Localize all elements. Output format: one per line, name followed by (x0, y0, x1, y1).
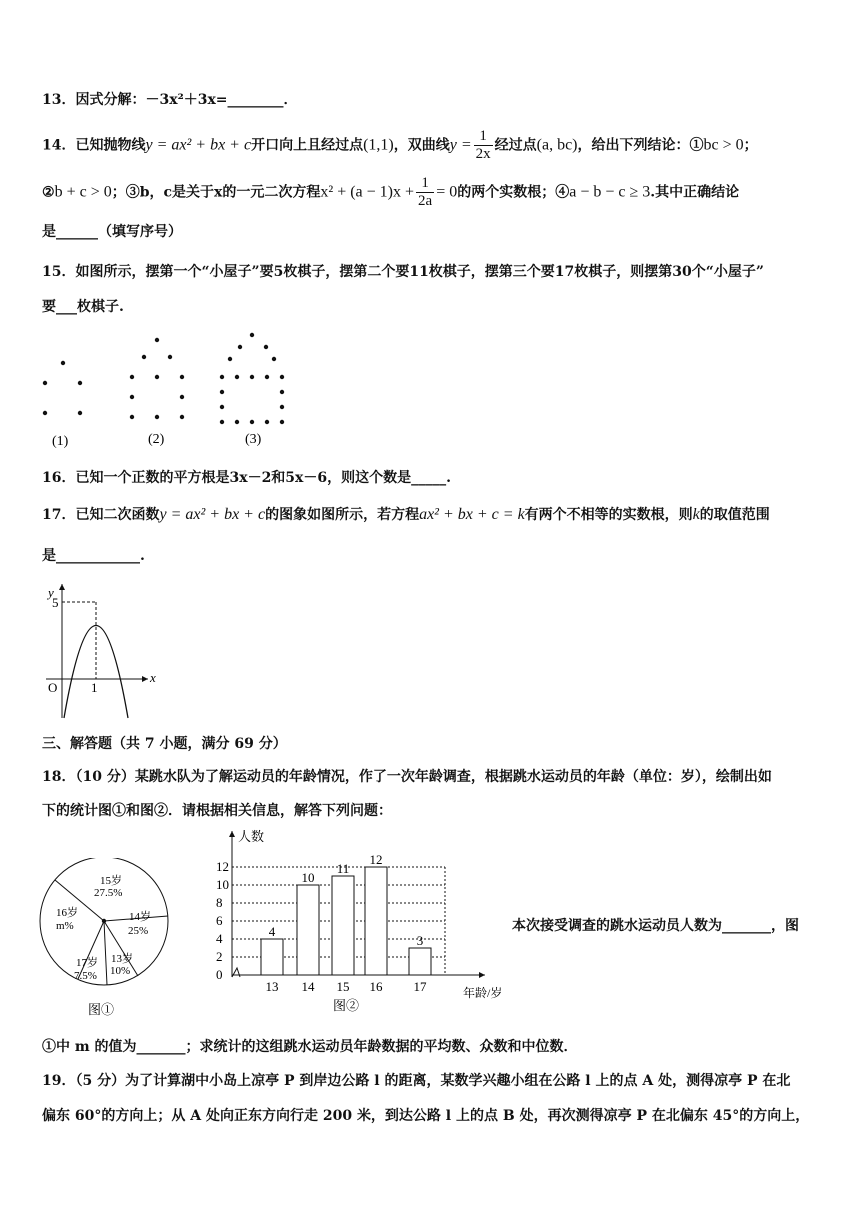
q14-line3: 是______（填写序号） (42, 224, 182, 240)
q17-text: 17．已知二次函数 (42, 507, 160, 523)
pie-slice-label: 17岁 (76, 957, 98, 969)
bar-value-label: 3 (416, 933, 424, 948)
bar-y-tick-label: 0 (216, 967, 223, 982)
section-title: 三、解答题（共 7 小题，满分 69 分） (42, 736, 287, 752)
q17-line2: 是____________. (42, 548, 145, 564)
fraction-numerator: 1 (474, 128, 493, 146)
bar-y-tick-label: 8 (216, 895, 223, 910)
pie-chart (36, 858, 176, 1018)
q14-text: .其中正确结论 (650, 184, 740, 201)
bar-category-label: 13 (265, 979, 279, 994)
y-axis-label: y (48, 585, 54, 600)
q18-line1: 18．（10 分）某跳水队为了解运动员的年龄情况，作了一次年龄调查，根据跳水运动员的年龄（单位：岁），绘制出如 (42, 769, 772, 785)
q18-side-text: 本次接受调查的跳水运动员人数为_______，图 (512, 918, 799, 934)
pie-slice-pct: 25% (128, 925, 149, 937)
q19-line2: 偏东 60°的方向上；从 A 处向正东方向行走 200 米，到达公路 l 上的点 B 处，再次测得凉亭 P 在北偏东 45°的方向上， (42, 1108, 810, 1124)
bar-marks (261, 852, 431, 994)
q18-line3: ①中 m 的值为_______；求统计的这组跳水运动员年龄数据的平均数、众数和中位数． (42, 1039, 578, 1055)
q18-line2: 下的统计图①和图②．请根据相关信息，解答下列问题： (42, 803, 392, 819)
x-tick-label: 1 (91, 680, 98, 695)
bar-category-label: 17 (413, 979, 427, 994)
q14-line1 (42, 128, 758, 163)
pie-center-dot (102, 919, 106, 923)
q15-line1: 15．如图所示，摆第一个“小屋子”要5枚棋子，摆第二个要11枚棋子，摆第三个要17枚棋子，则摆第30个“小屋子” (42, 264, 764, 280)
bar-value-label: 10 (301, 870, 315, 885)
q17-text: 的图象如图所示，若方程 (265, 507, 420, 523)
fraction-denominator: 2a (418, 193, 433, 209)
q14-fraction (474, 128, 493, 163)
q14-text: 经过点 (494, 137, 537, 154)
bar-value-label: 12 (369, 852, 383, 867)
q14-text: ；③b，c是关于x的一元二次方程 (111, 184, 321, 201)
bar-value-label: 4 (268, 924, 276, 939)
house-2-dots (130, 338, 184, 419)
bar-17 (409, 948, 431, 975)
bar-14 (297, 885, 319, 975)
fraction-denominator: 2x (475, 146, 491, 162)
q14-text: 的两个实数根；④ (457, 184, 570, 201)
bar-x-axis-label: 年龄/岁 (463, 986, 503, 1000)
bar-y-tick-label: 12 (216, 859, 229, 874)
x-axis-label: x (150, 670, 156, 685)
pie-slice-pct: 10% (110, 965, 131, 977)
q17-math: ax² + bx + c = k (419, 506, 525, 523)
pie-slice-pct: 7.5% (74, 970, 97, 982)
q14-text: ② (42, 184, 55, 201)
house-pattern-figure (30, 325, 300, 450)
bar-13 (261, 939, 283, 975)
bar-y-ticks (216, 859, 229, 982)
pie-slice-label: 16岁 (56, 907, 78, 919)
q14-line2 (42, 175, 739, 210)
bar-category-label: 14 (301, 979, 315, 994)
figure-label: (3) (245, 432, 262, 447)
q14-math: (1,1) (363, 136, 394, 154)
pie-slice-pct: 27.5% (94, 887, 123, 899)
q14-math: b + c > 0 (54, 183, 112, 201)
parabola-graph (38, 578, 168, 723)
q13-text: 13．因式分解：－3x²＋3x=________． (42, 92, 298, 108)
figure-label: (1) (52, 434, 69, 449)
pie-caption: 图① (88, 1002, 115, 1017)
q14-text: ； (743, 137, 758, 154)
bar-y-tick-label: 2 (216, 949, 223, 964)
bar-y-tick-label: 10 (216, 877, 229, 892)
q17-text: 有两个不相等的实数根，则 (524, 507, 693, 523)
bar-value-label: 11 (336, 861, 350, 876)
bar-caption: 图② (333, 998, 360, 1013)
y-tick-label: 5 (52, 595, 59, 610)
bar-y-tick-label: 6 (216, 913, 223, 928)
q14-text: 14．已知抛物线 (42, 137, 146, 154)
q14-fraction (416, 175, 434, 210)
q14-math: = 0 (436, 183, 458, 201)
q14-text: ，给出下列结论：① (577, 137, 704, 154)
pie-slice-pct: m% (56, 920, 74, 932)
bar-chart (205, 825, 515, 1025)
q14-text: 开口向上且经过点 (251, 137, 364, 154)
q17-text: 的取值范围 (699, 507, 770, 523)
fraction-numerator: 1 (416, 175, 434, 193)
origin-label: O (48, 680, 58, 695)
q14-math: a − b − c ≥ 3 (569, 183, 651, 201)
pie-slice-label: 14岁 (129, 911, 151, 923)
bar-15 (332, 876, 354, 975)
bar-y-tick-label: 4 (216, 931, 223, 946)
q17-line1 (42, 505, 770, 525)
pie-slice-label: 13岁 (111, 953, 133, 965)
q14-math: y = ax² + bx + c (145, 136, 252, 154)
q16-text: 16．已知一个正数的平方根是3x－2和5x－6，则这个数是_____. (42, 470, 452, 486)
bar-16 (365, 867, 387, 975)
house-1-dots (43, 361, 82, 415)
bar-category-label: 16 (369, 979, 383, 994)
q14-math: x² + (a − 1)x + (320, 183, 415, 201)
pie-slice-label: 15岁 (100, 875, 122, 887)
figure-label: (2) (148, 432, 165, 447)
bar-category-label: 15 (336, 979, 350, 994)
q15-line2: 要___枚棋子. (42, 299, 124, 315)
q17-math: y = ax² + bx + c (159, 506, 266, 523)
bar-y-axis-label: 人数 (238, 829, 265, 844)
q19-line1: 19．（5 分）为了计算湖中小岛上凉亭 P 到岸边公路 l 的距离，某数学兴趣小组在公路 l 上的点 A 处，测得凉亭 P 在北 (42, 1073, 791, 1089)
q14-math: (a, bc) (536, 136, 578, 154)
q14-math: bc > 0 (703, 136, 744, 154)
q14-text: ，双曲线 (393, 137, 450, 154)
axis-break-mark (232, 968, 240, 977)
q17-math: k (692, 506, 700, 523)
house-3-dots (220, 333, 284, 424)
q14-math: y = (449, 136, 472, 154)
